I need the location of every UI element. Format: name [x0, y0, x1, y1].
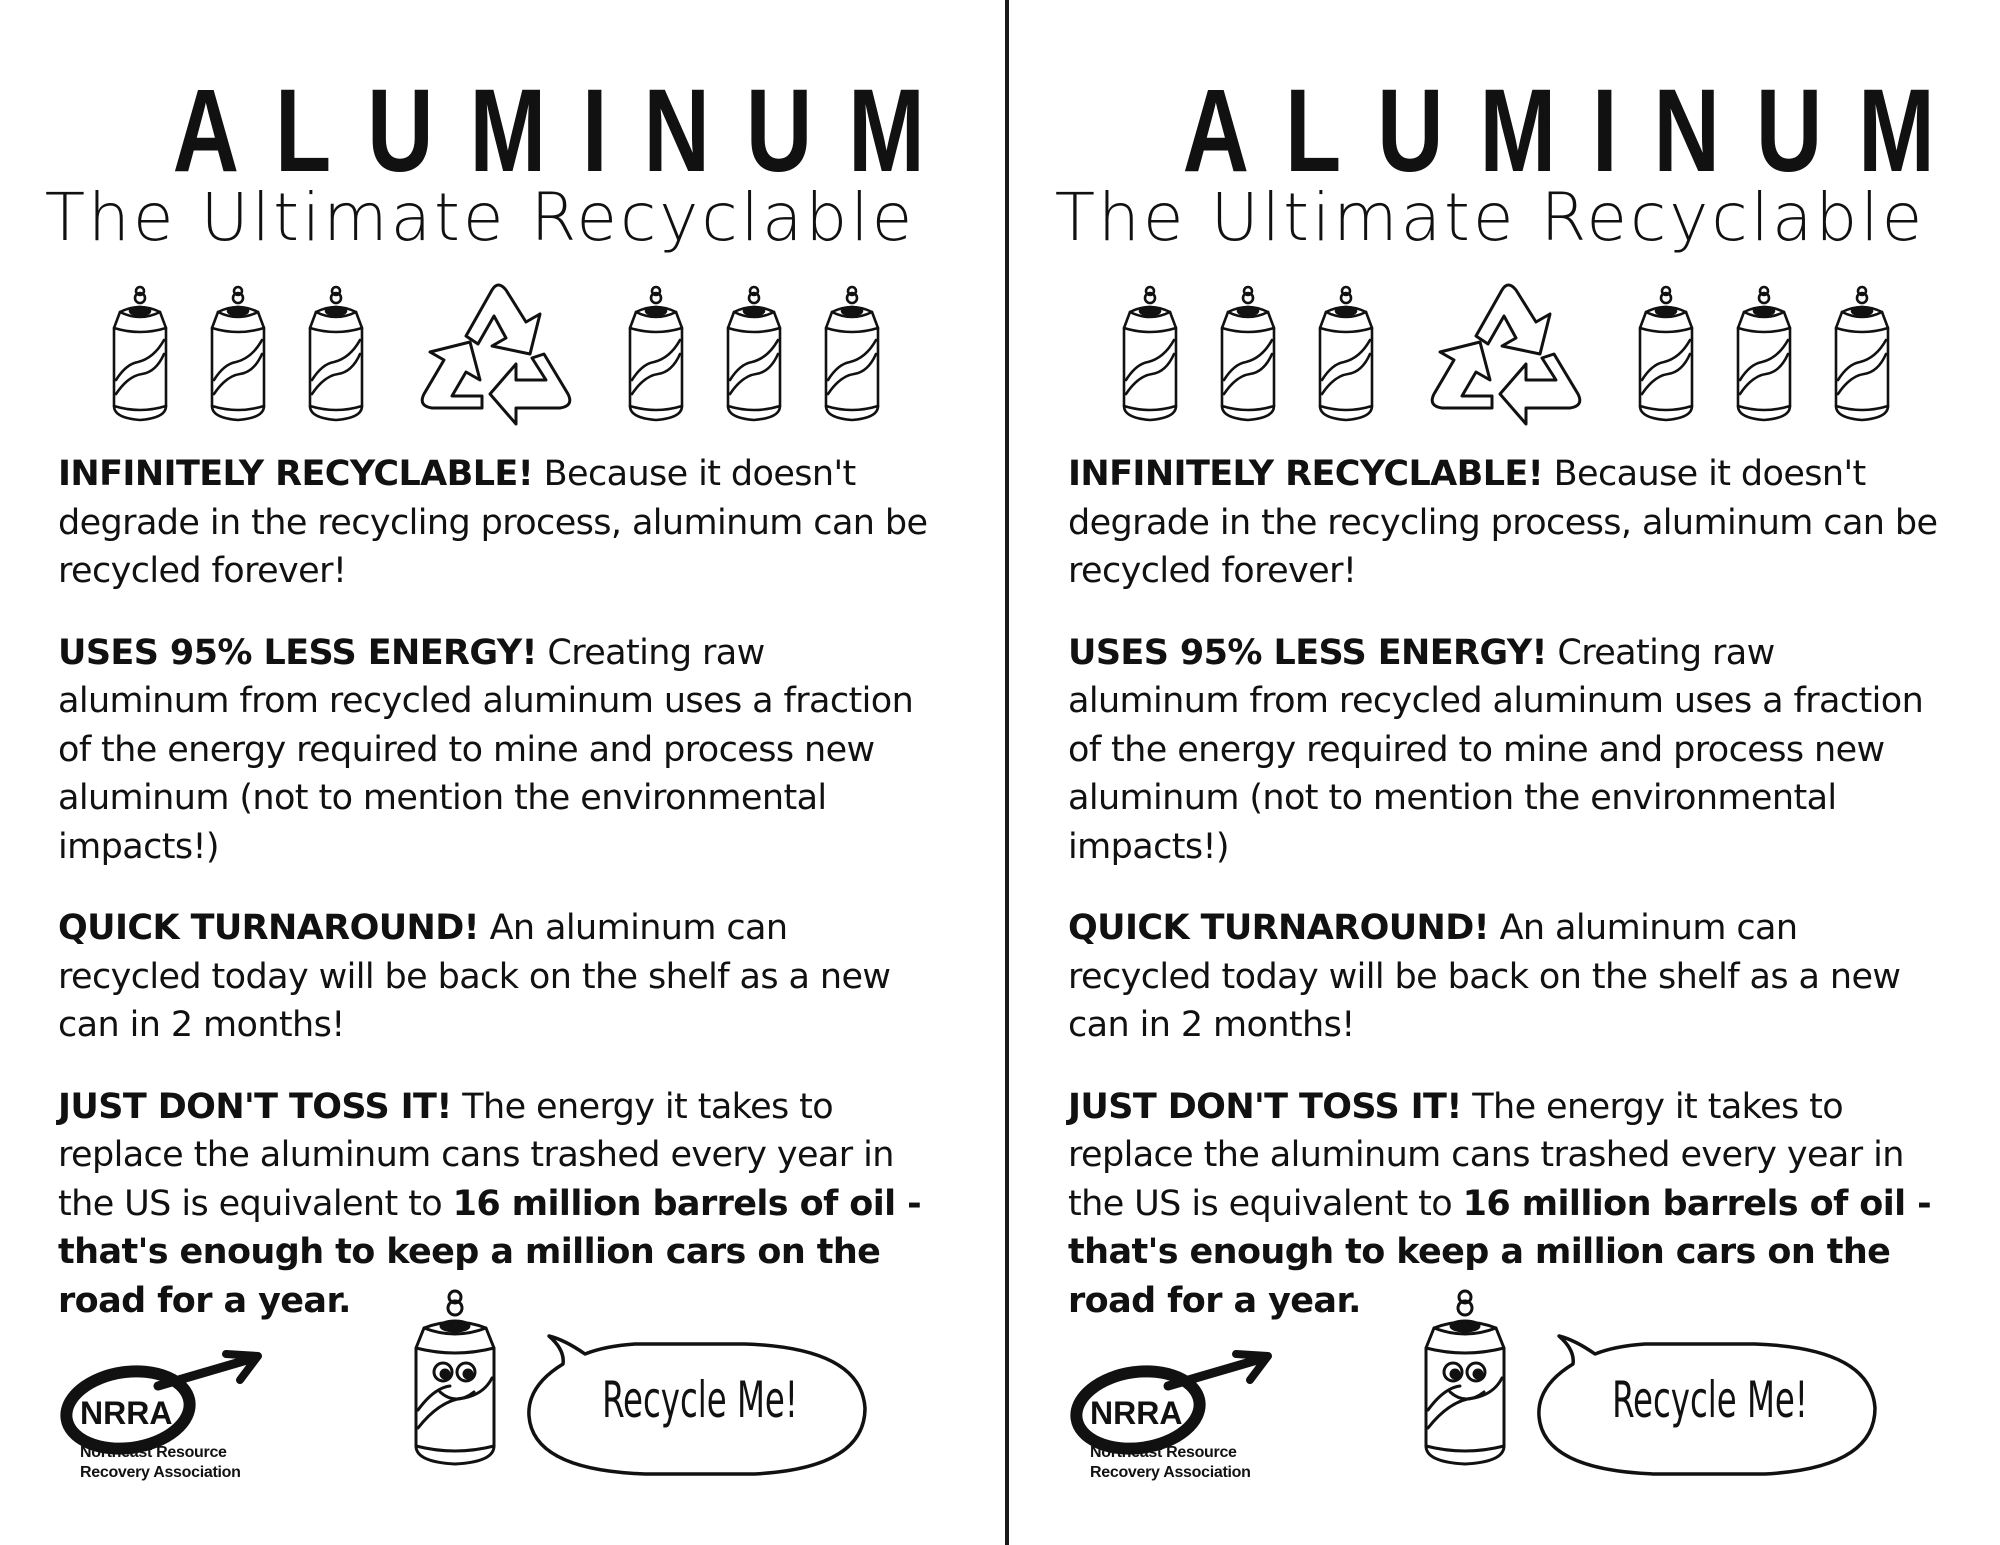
- fact-text: Creating raw aluminum from recycled aluminum uses a fraction of the energy required to mine and process new aluminum (not to mention the environmental impacts!): [1068, 632, 1924, 867]
- fact-paragraph: [58, 450, 938, 596]
- mascot-can-icon: [1420, 1288, 1510, 1468]
- logo-caption: [1090, 1443, 1310, 1483]
- can-icon: [820, 284, 884, 424]
- logo-acronym: NRRA: [80, 1395, 173, 1431]
- flyer-title: ALUMINUM: [1182, 65, 1971, 197]
- recycle-icon: [408, 276, 576, 426]
- can-icon-row: [1118, 276, 1888, 426]
- can-icon: [1216, 284, 1280, 424]
- fact-text: An aluminum can recycled today will be back on the shelf as a new can in 2 months!: [1068, 908, 1901, 1045]
- can-icon: [108, 284, 172, 424]
- fact-heading: QUICK TURNAROUND!: [58, 908, 480, 948]
- fact-heading: INFINITELY RECYCLABLE!: [1068, 454, 1544, 494]
- can-icon: [1634, 284, 1698, 424]
- logo-caption: [80, 1443, 300, 1483]
- speech-bubble-text: Recycle Me!: [602, 1371, 798, 1429]
- logo-line-1: Northeast Resource: [1090, 1444, 1237, 1461]
- can-icon: [722, 284, 786, 424]
- fact-heading: USES 95% LESS ENERGY!: [58, 632, 537, 673]
- fact-text: The energy it takes to replace the aluminum cans trashed every year in the US is equivalent to: [1068, 1086, 1904, 1224]
- can-icon: [624, 284, 688, 424]
- logo-line-2: Recovery Association: [1090, 1464, 1251, 1481]
- can-icon-row: [108, 276, 878, 426]
- flyer-left: [0, 0, 960, 1545]
- fact-paragraph: [1068, 629, 1948, 872]
- fact-text: An aluminum can recycled today will be back on the shelf as a new can in 2 months!: [58, 908, 891, 1045]
- page-divider: [1005, 0, 1009, 1545]
- fact-emphasis: 16 million barrels of oil - that's enough to keep a million cars on the road for a year.: [1068, 1183, 1932, 1321]
- fact-emphasis: 16 million barrels of oil - that's enough to keep a million cars on the road for a year.: [58, 1183, 922, 1321]
- flyer-right: [1010, 0, 1970, 1545]
- mascot-can-icon: [410, 1288, 500, 1468]
- fact-text: Because it doesn't degrade in the recycling process, aluminum can be recycled forever!: [58, 454, 928, 591]
- fact-text: Creating raw aluminum from recycled aluminum uses a fraction of the energy required to mine and process new aluminum (not to mention the environmental impacts!): [58, 632, 914, 867]
- fact-heading: USES 95% LESS ENERGY!: [1068, 632, 1547, 673]
- can-icon: [304, 284, 368, 424]
- speech-bubble-text: Recycle Me!: [1612, 1371, 1808, 1429]
- fact-heading: JUST DON'T TOSS IT!: [1068, 1086, 1462, 1127]
- logo-line-1: Northeast Resource: [80, 1444, 227, 1461]
- flyer-title: ALUMINUM: [172, 65, 961, 197]
- fact-paragraph: [58, 629, 938, 872]
- can-icon: [1314, 284, 1378, 424]
- logo-acronym: NRRA: [1090, 1395, 1183, 1431]
- logo-line-2: Recovery Association: [80, 1464, 241, 1481]
- fact-paragraph: [58, 904, 938, 1050]
- can-icon: [1118, 284, 1182, 424]
- flyer-subtitle: The Ultimate Recyclable: [1054, 179, 1926, 256]
- fact-paragraph: [1068, 904, 1948, 1050]
- can-icon: [1732, 284, 1796, 424]
- fact-heading: QUICK TURNAROUND!: [1068, 908, 1490, 948]
- fact-text: Because it doesn't degrade in the recycling process, aluminum can be recycled forever!: [1068, 454, 1938, 591]
- fact-text: The energy it takes to replace the aluminum cans trashed every year in the US is equivalent to: [58, 1086, 894, 1224]
- fact-heading: JUST DON'T TOSS IT!: [58, 1086, 452, 1127]
- recycle-icon: [1418, 276, 1586, 426]
- fact-list: [58, 450, 938, 1358]
- flyer-subtitle: The Ultimate Recyclable: [44, 179, 916, 256]
- fact-list: [1068, 450, 1948, 1358]
- can-icon: [1830, 284, 1894, 424]
- fact-heading: INFINITELY RECYCLABLE!: [58, 454, 534, 494]
- can-icon: [206, 284, 270, 424]
- fact-paragraph: [1068, 450, 1948, 596]
